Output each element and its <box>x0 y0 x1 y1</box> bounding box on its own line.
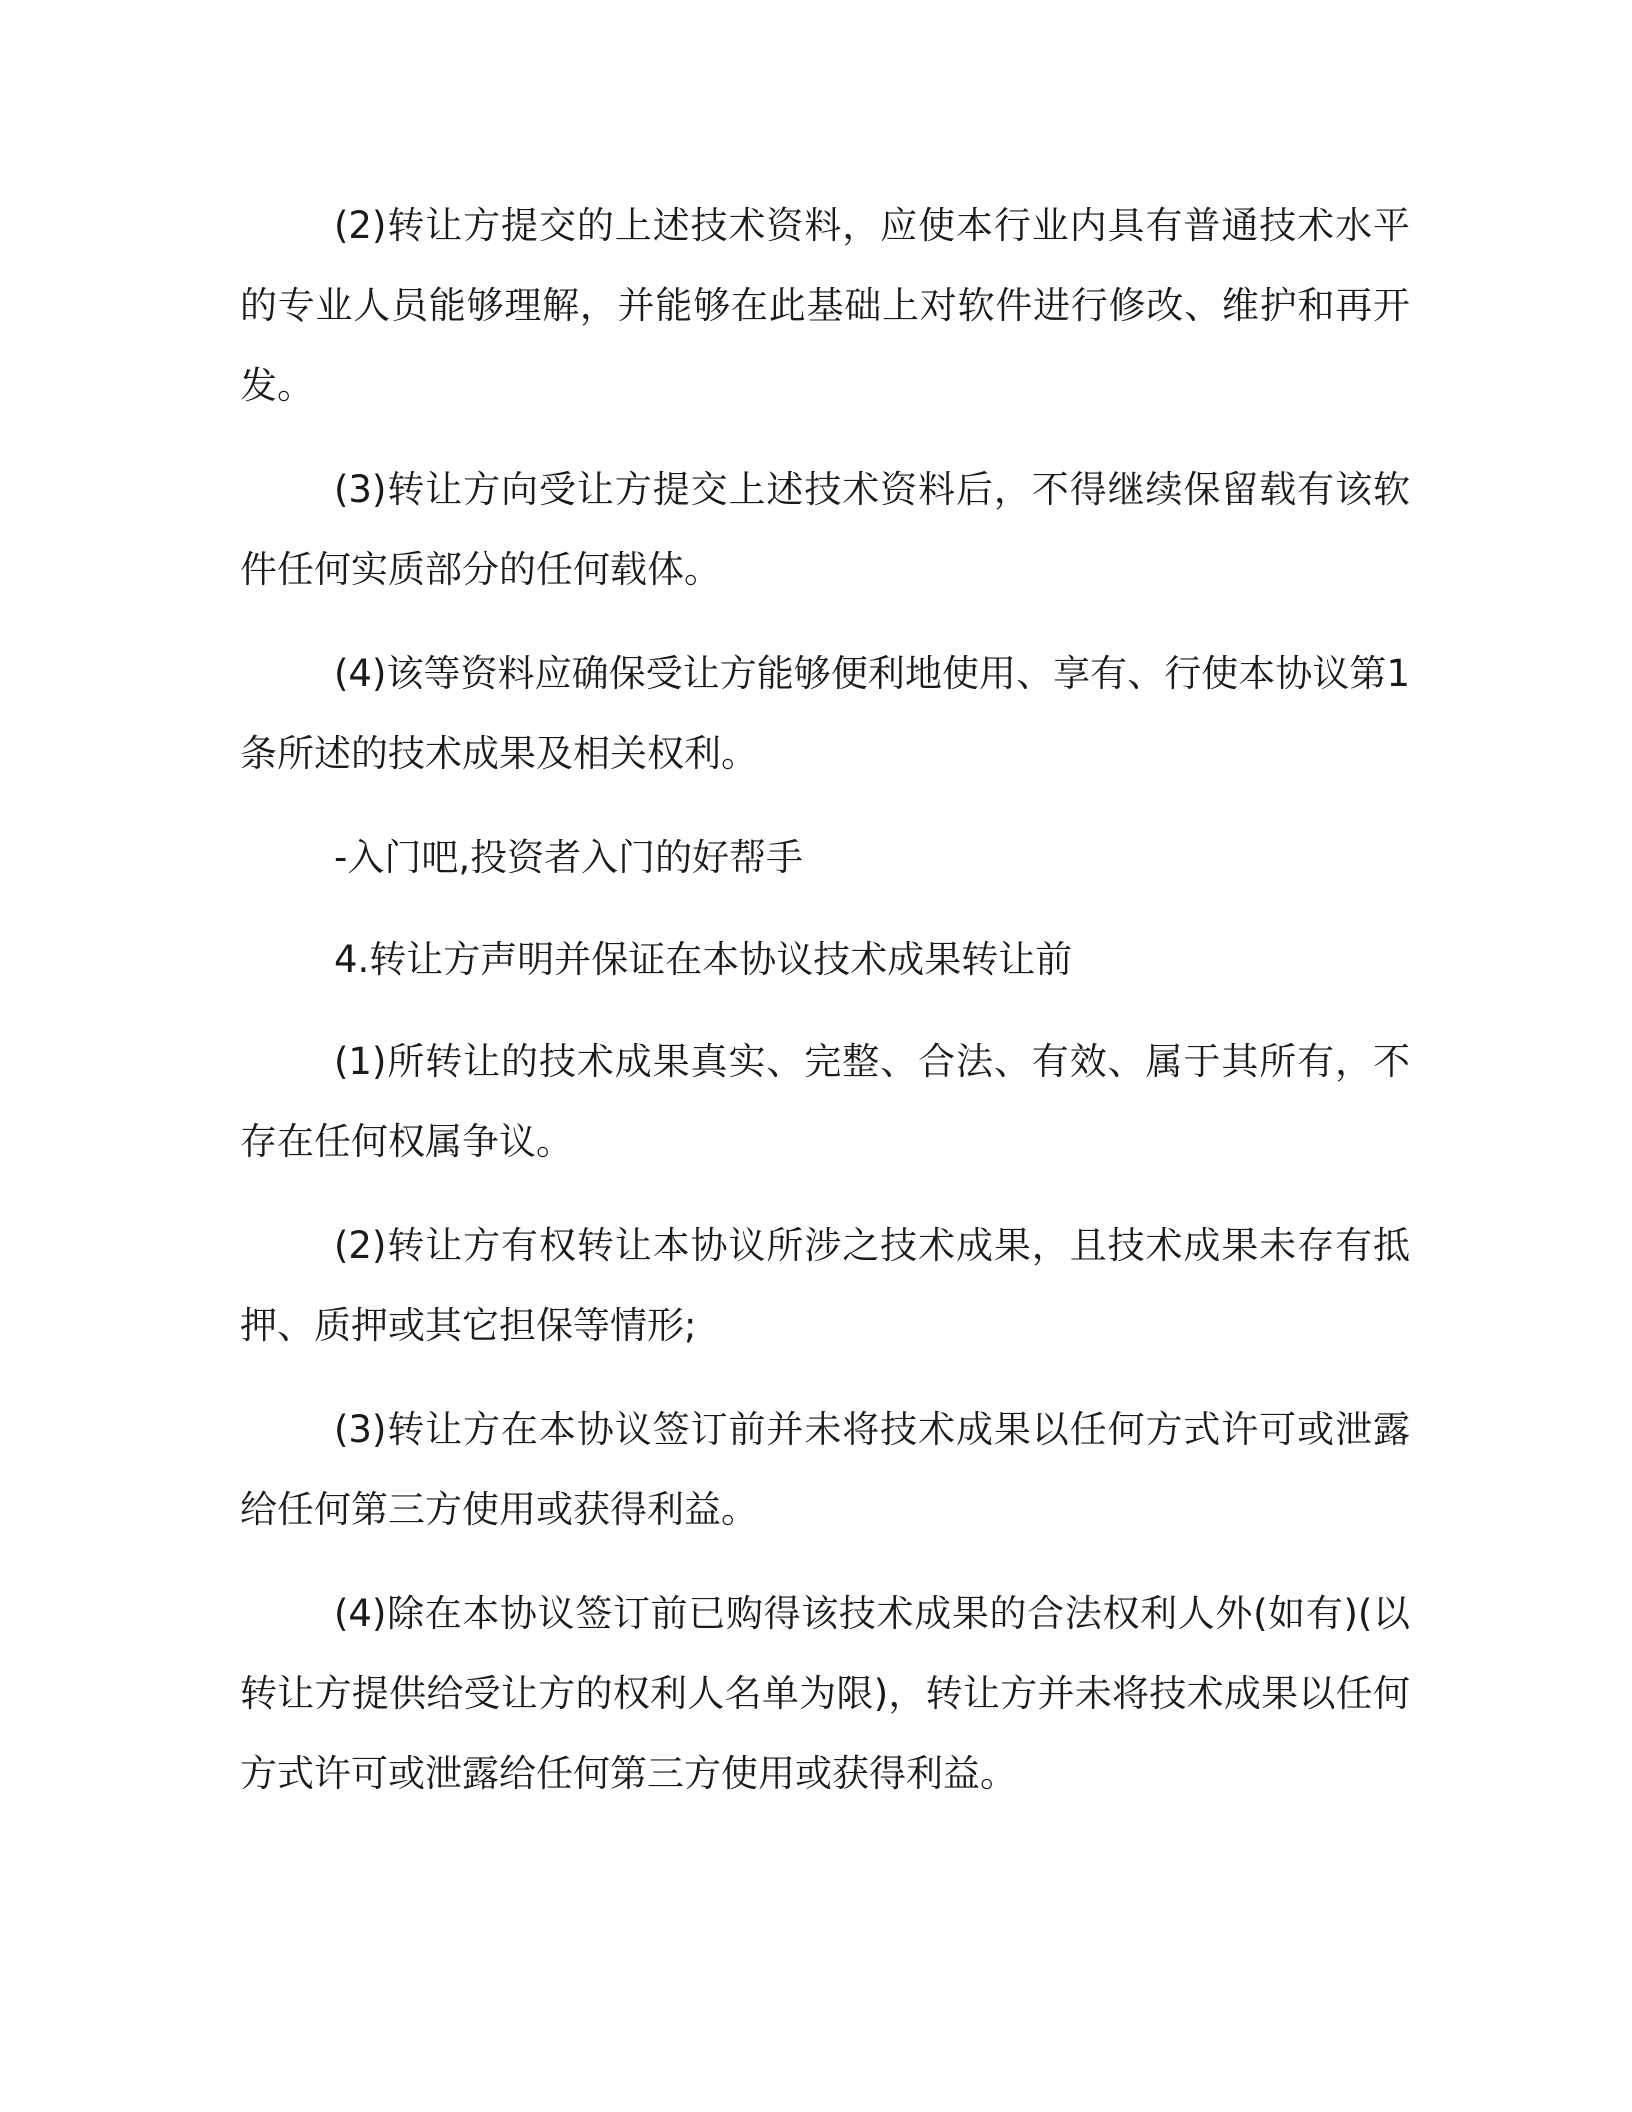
paragraph-clause-4-3: (3)转让方在本协议签订前并未将技术成果以任何方式许可或泄露给任何第三方使用或获得利益。 <box>240 1408 1410 1531</box>
paragraph-clause-3-4: (4)该等资料应确保受让方能够便利地使用、享有、行使本协议第1条所述的技术成果及相关权利。 <box>240 652 1410 775</box>
paragraph-clause-4-2: (2)转让方有权转让本协议所涉之技术成果，且技术成果未存有抵押、质押或其它担保等情形; <box>240 1224 1410 1347</box>
paragraph-clause-3-2: (2)转让方提交的上述技术资料，应使本行业内具有普通技术水平的专业人员能够理解，并能够在此基础上对软件进行修改、维护和再开发。 <box>240 204 1410 407</box>
paragraph-clause-4-4: (4)除在本协议签订前已购得该技术成果的合法权利人外(如有)(以转让方提供给受让方的权利人名单为限)，转让方并未将技术成果以任何方式许可或泄露给任何第三方使用或获得利益。 <box>240 1592 1410 1795</box>
document-body <box>240 186 1410 1838</box>
paragraph-clause-4-heading: 4.转让方声明并保证在本协议技术成果转让前 <box>334 938 1073 981</box>
paragraph-clause-4-1: (1)所转让的技术成果真实、完整、合法、有效、属于其所有，不存在任何权属争议。 <box>240 1040 1410 1163</box>
paragraph-watermark-line: -入门吧,投资者入门的好帮手 <box>334 836 804 879</box>
paragraph-clause-3-3: (3)转让方向受让方提交上述技术资料后，不得继续保留载有该软件任何实质部分的任何载体。 <box>240 468 1410 591</box>
